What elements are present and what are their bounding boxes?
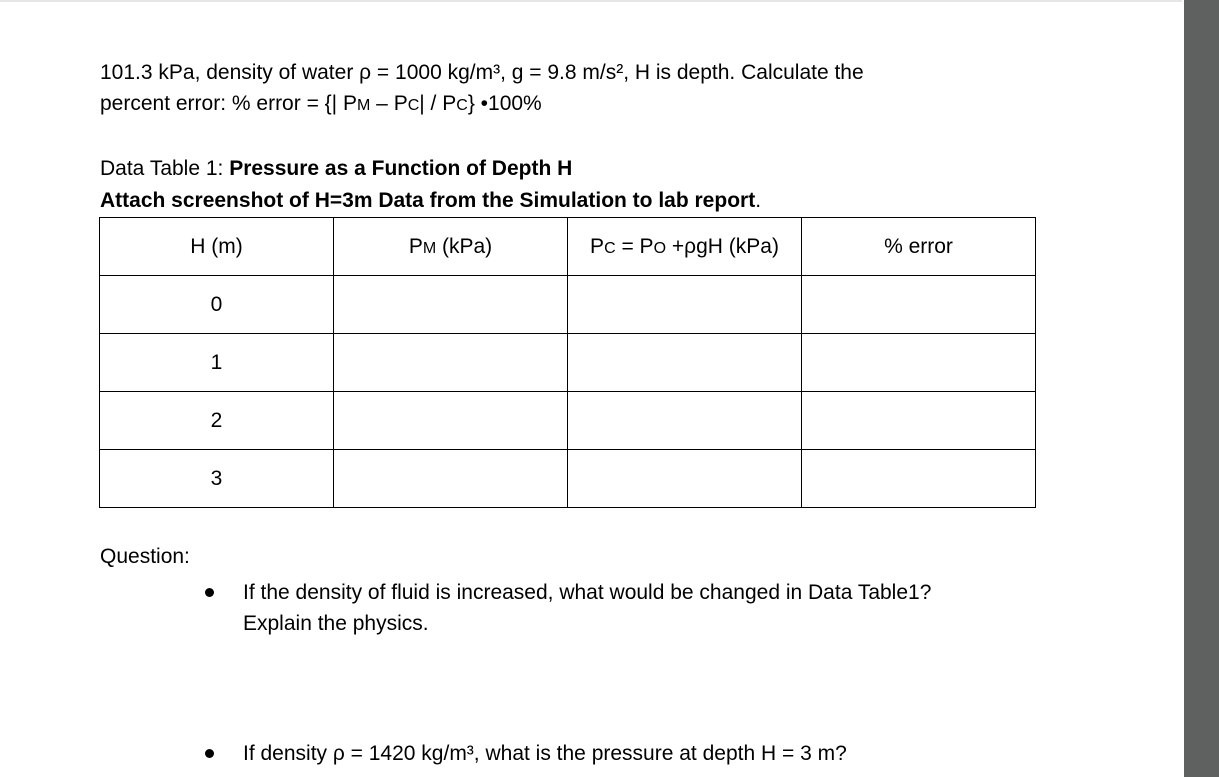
cell-pm[interactable]	[334, 276, 568, 334]
table-row	[100, 276, 1036, 334]
cell-error[interactable]	[802, 334, 1036, 392]
intro-line-2: percent error: % error = {| PM – PC| / PC} •100%	[100, 92, 542, 115]
bullet-icon	[205, 588, 214, 597]
caption-instruction: Attach screenshot of H=3m Data from the Simulation to lab report.	[100, 189, 762, 212]
question-label: Question:	[100, 545, 190, 568]
data-table-1	[99, 217, 1036, 508]
table-row	[100, 392, 1036, 450]
question-1-line-2: Explain the physics.	[243, 612, 429, 635]
scrollbar-thumb[interactable]	[1184, 0, 1219, 777]
question-1-line-1: If the density of fluid is increased, what would be changed in Data Table1?	[243, 581, 932, 604]
header-error: % error	[802, 218, 1036, 276]
cell-pc[interactable]	[568, 450, 802, 508]
table-row	[100, 334, 1036, 392]
cell-pm[interactable]	[334, 392, 568, 450]
intro-line-1: 101.3 kPa, density of water ρ = 1000 kg/m³, g = 9.8 m/s², H is depth. Calculate the	[100, 61, 864, 84]
header-pm: PM (kPa)	[334, 218, 568, 276]
table-header-row	[100, 218, 1036, 276]
cell-h: 3	[100, 450, 334, 508]
cell-h: 0	[100, 276, 334, 334]
cell-h: 2	[100, 392, 334, 450]
caption-title: Data Table 1: Pressure as a Function of Depth H	[100, 157, 573, 180]
table-row	[100, 450, 1036, 508]
cell-pc[interactable]	[568, 392, 802, 450]
bullet-icon	[205, 749, 214, 758]
cell-pm[interactable]	[334, 450, 568, 508]
list-item	[205, 738, 1105, 769]
cell-pm[interactable]	[334, 334, 568, 392]
header-h: H (m)	[100, 218, 334, 276]
cell-pc[interactable]	[568, 334, 802, 392]
question-list	[205, 577, 1105, 769]
cell-pc[interactable]	[568, 276, 802, 334]
cell-error[interactable]	[802, 450, 1036, 508]
cell-error[interactable]	[802, 392, 1036, 450]
cell-error[interactable]	[802, 276, 1036, 334]
header-pc: PC = PO +ρgH (kPa)	[568, 218, 802, 276]
cell-h: 1	[100, 334, 334, 392]
table-caption	[100, 153, 761, 217]
question-2-line-1: If density ρ = 1420 kg/m³, what is the pressure at depth H = 3 m?	[243, 742, 847, 765]
intro-text	[100, 57, 1100, 121]
list-item	[205, 577, 1105, 639]
